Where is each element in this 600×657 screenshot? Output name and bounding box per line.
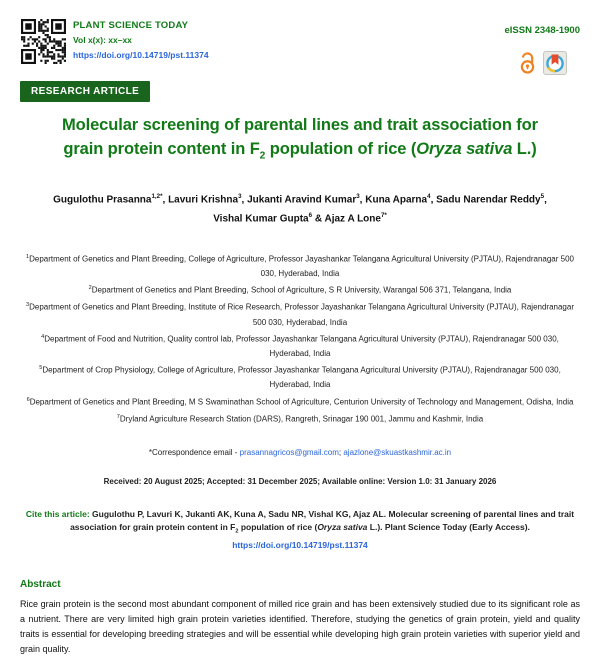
author-name: Vishal Kumar Gupta (213, 212, 309, 224)
citation-block: Cite this article: Gugulothu P, Lavuri K, Jukanti AK, Kuna A, Sadu NR, Vishal KG, Ajaz AL. Molecular screening of parental lines and trait association for grain protein content in $F_2$ population of rice (Oryza sativa L.). Plant Science Today (Early Access). https://doi.org/10.14719/pst.11374 (25, 509, 575, 550)
affiliation-item: $^4$Department of Food and Nutrition, Quality control lab, Professor Jayashankar Telangana Agricultural University (PJTAU), Rajendranagar 500 030, Hyderabad, India (41, 333, 559, 359)
crossmark-icon[interactable] (543, 51, 567, 80)
authors-line: Gugulothu Prasanna$^{1,2*}$, Lavuri Krishna$^3$, Jukanti Aravind Kumar$^3$, Kuna Aparna$^4$, Sadu Narendar Reddy$^5$, Vishal Kumar Gupta$^6$ & Ajaz A Lone$^{7*}$ (53, 193, 547, 224)
author-superscript: 1,2* (151, 193, 163, 201)
correspondence-line: *Correspondence email - prasannagricos@gmail.com; ajazlone@skuastkashmir.ac.in (148, 448, 452, 458)
citation-doi-link[interactable]: https://doi.org/10.14719/pst.11374 (232, 539, 368, 550)
dates-line: Received: 20 August 2025; Accepted: 31 December 2025; Available online: Version 1.0: 31 January 2026 (103, 477, 497, 487)
qr-code (21, 19, 66, 64)
correspondence-email-1[interactable]: prasannagricos@gmail.com (239, 448, 339, 458)
author-name: Ajaz A Lone (324, 212, 381, 224)
author-superscript: 3 (238, 193, 242, 201)
abstract-text: Rice grain protein is the second most abundant component of milled rice grain and has been extensively studied due to its significant role as a nutrient. There are very limited high grain protein varieties identified. Therefore, studying the genetics of grain protein, yield and quality traits is essential for developing breeding strategies and will be essential while developing high grain protein varieties with superior yield and grain quality. (20, 598, 580, 654)
article-type-badge: RESEARCH ARTICLE (20, 81, 150, 102)
affiliation-item: $^1$Department of Genetics and Plant Breeding, College of Agriculture, Professor Jayashankar Telangana Agricultural University (PJTAU), Rajendranagar 500 030, Hyderabad, India (25, 253, 574, 279)
journal-name: PLANT SCIENCE TODAY (73, 20, 189, 31)
author-superscript: 7* (380, 211, 387, 219)
affiliation-item: $^3$Department of Genetics and Plant Breeding, Institute of Rice Research, Professor Jayashankar Telangana Agricultural University (PJTAU), Rajendranagar 500 030, Hyderabad, India (26, 302, 574, 327)
species-name: Oryza sativa (317, 522, 368, 533)
author-superscript: 3 (356, 193, 360, 201)
affiliation-item: $^5$Department of Crop Physiology, College of Agriculture, Professor Jayashankar Telangana Agricultural University (PJTAU), Rajendranagar 500 030, Hyderabad, India (39, 365, 561, 390)
journal-info (73, 20, 209, 63)
correspondence-label: *Correspondence email - (148, 448, 240, 458)
doi-link[interactable]: https://doi.org/10.14719/pst.11374 (73, 50, 209, 60)
correspondence-email-2[interactable]: ajazlone@skuastkashmir.ac.in (343, 448, 452, 458)
author-name: Sadu Narendar Reddy (436, 194, 541, 206)
affiliations-list (20, 250, 580, 427)
title-line1: Molecular screening of parental lines and trait association for (62, 116, 538, 134)
cite-label: Cite this article: (25, 509, 90, 520)
author-name: Lavuri Krishna (168, 194, 239, 206)
species-name: Oryza sativa (416, 140, 513, 158)
header-icons (519, 51, 567, 80)
author-name: Kuna Aparna (365, 194, 428, 206)
author-name: Jukanti Aravind Kumar (247, 194, 357, 206)
article-first-page (0, 18, 600, 657)
eissn-label: eISSN 2348-1900 (504, 25, 580, 36)
open-access-icon (519, 51, 536, 80)
author-superscript: 4 (427, 193, 431, 201)
author-superscript: 6 (308, 211, 313, 219)
author-superscript: 5 (540, 193, 545, 201)
title-line2: grain protein content in $F_2$ population of rice (Oryza sativa L.) (63, 140, 537, 162)
affiliation-item: $^7$Dryland Agriculture Research Station (DARS), Rangreth, Srinagar 190 001, Jammu and Kashmir, India (116, 413, 484, 424)
page-header (20, 18, 580, 64)
author-name: Gugulothu Prasanna (53, 194, 152, 206)
article-title (20, 113, 580, 168)
affiliation-item: $^6$Department of Genetics and Plant Breeding, M S Swaminathan School of Agriculture, Centurion University of Technology and Management, Odisha, India (26, 396, 574, 407)
volume-issue: Vol x(x): xx–xx (73, 35, 132, 45)
affiliation-item: $^2$Department of Genetics and Plant Breeding, School of Agriculture, S R University, Warangal 506 371, Telangana, India (88, 285, 512, 296)
abstract-heading: Abstract (20, 578, 61, 590)
